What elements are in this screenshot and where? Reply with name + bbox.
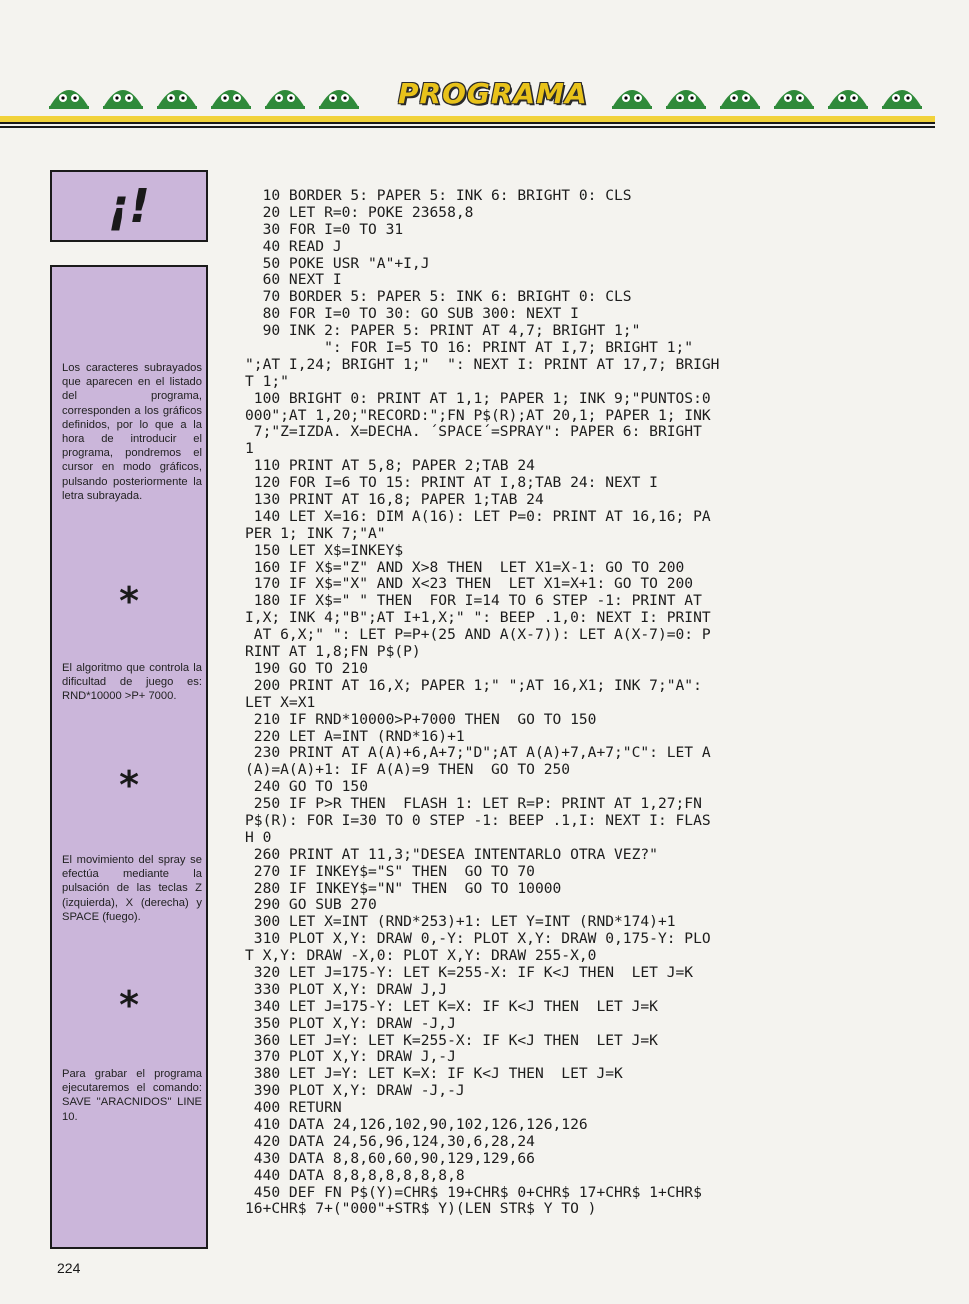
code-line: 10 BORDER 5: PAPER 5: INK 6: BRIGHT 0: CLS bbox=[245, 187, 632, 204]
note-controls: El movimiento del spray se efectúa mediante la pulsación de las teclas Z (izquierda), X (derecha) y SPACE (fuego). bbox=[62, 854, 202, 923]
code-line: 220 LET A=INT (RND*16)+1 bbox=[245, 727, 465, 745]
code-line: 190 GO TO 210 bbox=[245, 659, 369, 677]
spider-icon bbox=[878, 76, 926, 112]
code-line: 40 READ J bbox=[245, 237, 342, 255]
code-line: 7;"Z=IZDA. X=DECHA. ´SPACE´=SPRAY": PAPER 6: BRIGHT bbox=[245, 423, 702, 441]
spider-icon bbox=[608, 76, 656, 112]
code-line: 80 FOR I=0 TO 30: GO SUB 300: NEXT I bbox=[245, 305, 579, 323]
asterisk-separator: * bbox=[119, 983, 139, 1027]
code-line: 16+CHR$ 7+("000"+STR$ Y)(LEN STR$ Y TO ) bbox=[245, 1200, 597, 1218]
code-line: 330 PLOT X,Y: DRAW J,J bbox=[245, 980, 448, 998]
code-line: 350 PLOT X,Y: DRAW -J,J bbox=[245, 1014, 456, 1032]
code-line: PER 1; INK 7;"A" bbox=[245, 524, 386, 542]
header-rule bbox=[0, 126, 935, 128]
code-line: 360 LET J=Y: LET K=255-X: IF K<J THEN LET J=K bbox=[245, 1031, 658, 1049]
header-rule bbox=[0, 122, 935, 124]
code-line: 450 DEF FN P$(Y)=CHR$ 19+CHR$ 0+CHR$ 17+CHR$ 1+CHR$ bbox=[245, 1183, 702, 1201]
code-line: 120 FOR I=6 TO 15: PRINT AT I,8;TAB 24: NEXT I bbox=[245, 474, 658, 492]
code-line: 310 PLOT X,Y: DRAW 0,-Y: PLOT X,Y: DRAW 0,175-Y: PLO bbox=[245, 930, 711, 948]
code-line: 290 GO SUB 270 bbox=[245, 896, 377, 914]
code-line: 390 PLOT X,Y: DRAW -J,-J bbox=[245, 1082, 465, 1100]
code-line: 300 LET X=INT (RND*253)+1: LET Y=INT (RND*174)+1 bbox=[245, 913, 676, 931]
code-line: 000";AT 1,20;"RECORD:";FN P$(R);AT 20,1; PAPER 1; INK bbox=[245, 406, 711, 424]
code-line: T X,Y: DRAW -X,0: PLOT X,Y: DRAW 255-X,0 bbox=[245, 947, 597, 965]
code-line: 210 IF RND*10000>P+7000 THEN GO TO 150 bbox=[245, 710, 597, 728]
code-line: 270 IF INKEY$="S" THEN GO TO 70 bbox=[245, 862, 535, 880]
code-line: RINT AT 1,8;FN P$(P) bbox=[245, 643, 421, 661]
code-line: LET X=X1 bbox=[245, 693, 316, 711]
header-decoration-right bbox=[608, 76, 926, 112]
spider-icon bbox=[99, 76, 147, 112]
asterisk-separator: * bbox=[119, 579, 139, 623]
code-line: 200 PRINT AT 16,X; PAPER 1;" ";AT 16,X1; INK 7;"A": bbox=[245, 676, 702, 694]
code-line: 430 DATA 8,8,60,60,90,129,129,66 bbox=[245, 1149, 535, 1167]
page-number: 224 bbox=[57, 1260, 81, 1276]
code-line: 340 LET J=175-Y: LET K=X: IF K<J THEN LET J=K bbox=[245, 997, 658, 1015]
code-line: 440 DATA 8,8,8,8,8,8,8,8 bbox=[245, 1166, 465, 1184]
code-line: 60 NEXT I bbox=[245, 271, 342, 289]
note-save: Para grabar el programa ejecutaremos el comando: SAVE ''ARACNIDOS'' LINE 10. bbox=[62, 1068, 202, 1123]
code-line: H 0 bbox=[245, 828, 272, 846]
code-line: AT 6,X;" ": LET P=P+(25 AND A(X-7)): LET A(X-7)=0: P bbox=[245, 626, 711, 644]
code-line: 240 GO TO 150 bbox=[245, 778, 369, 796]
code-line: 160 IF X$="Z" AND X>8 THEN LET X1=X-1: GO TO 200 bbox=[245, 558, 685, 576]
note-graphics: Los caracteres subrayados que aparecen en el listado del programa, corresponden a los gráficos definidos, por lo que a la hora de introducir el programa, pondremos el cursor en modo gráficos, pulsando posteriormente la letra subrayada. bbox=[62, 362, 202, 502]
code-line: I,X; INK 4;"B";AT I+1,X;" ": BEEP .1,0: NEXT I: PRINT bbox=[245, 609, 711, 627]
code-line: T 1;" bbox=[245, 372, 289, 390]
code-line: 110 PRINT AT 5,8; PAPER 2;TAB 24 bbox=[245, 457, 535, 475]
program-listing bbox=[245, 188, 805, 1218]
spider-icon bbox=[207, 76, 255, 112]
spider-icon bbox=[716, 76, 764, 112]
code-line: (A)=A(A)+1: IF A(A)=9 THEN GO TO 250 bbox=[245, 761, 571, 779]
sidebar-badge: ¡! bbox=[50, 170, 208, 242]
sidebar-notes bbox=[50, 265, 208, 1249]
code-line: 140 LET X=16: DIM A(16): LET P=0: PRINT AT 16,16; PA bbox=[245, 507, 711, 525]
code-line: 280 IF INKEY$="N" THEN GO TO 10000 bbox=[245, 879, 562, 897]
code-line: 380 LET J=Y: LET K=X: IF K<J THEN LET J=K bbox=[245, 1065, 623, 1083]
spider-icon bbox=[261, 76, 309, 112]
spider-icon bbox=[45, 76, 93, 112]
spider-icon bbox=[153, 76, 201, 112]
code-line: 1 bbox=[245, 440, 254, 458]
spider-icon bbox=[824, 76, 872, 112]
code-line: 180 IF X$=" " THEN FOR I=14 TO 6 STEP -1: PRINT AT bbox=[245, 592, 702, 610]
code-line: 260 PRINT AT 11,3;"DESEA INTENTARLO OTRA VEZ?" bbox=[245, 845, 658, 863]
spider-icon bbox=[315, 76, 363, 112]
code-line: 130 PRINT AT 16,8; PAPER 1;TAB 24 bbox=[245, 491, 544, 509]
code-line: 100 BRIGHT 0: PRINT AT 1,1; PAPER 1; INK 9;"PUNTOS:0 bbox=[245, 389, 711, 407]
code-line: ";AT I,24; BRIGHT 1;" ": NEXT I: PRINT AT 17,7; BRIGH bbox=[245, 355, 720, 373]
code-line: 50 POKE USR "A"+I,J bbox=[245, 254, 430, 272]
spider-icon bbox=[770, 76, 818, 112]
code-line: P$(R): FOR I=30 TO 0 STEP -1: BEEP .1,I: NEXT I: FLAS bbox=[245, 811, 711, 829]
code-line: 420 DATA 24,56,96,124,30,6,28,24 bbox=[245, 1132, 535, 1150]
code-line: 90 INK 2: PAPER 5: PRINT AT 4,7; BRIGHT 1;" bbox=[245, 322, 641, 340]
code-line: 230 PRINT AT A(A)+6,A+7;"D";AT A(A)+7,A+7;"C": LET A bbox=[245, 744, 711, 762]
code-line: ": FOR I=5 TO 16: PRINT AT I,7; BRIGHT 1;" bbox=[245, 339, 694, 357]
code-line: 250 IF P>R THEN FLASH 1: LET R=P: PRINT AT 1,27;FN bbox=[245, 795, 702, 813]
code-line: 400 RETURN bbox=[245, 1099, 342, 1117]
header-decoration-left bbox=[45, 76, 363, 112]
code-line: 410 DATA 24,126,102,90,102,126,126,126 bbox=[245, 1115, 588, 1133]
code-line: 20 LET R=0: POKE 23658,8 bbox=[245, 203, 474, 221]
code-line: 170 IF X$="X" AND X<23 THEN LET X1=X+1: GO TO 200 bbox=[245, 575, 694, 593]
code-line: 320 LET J=175-Y: LET K=255-X: IF K<J THEN LET J=K bbox=[245, 963, 694, 981]
spider-icon bbox=[662, 76, 710, 112]
asterisk-separator: * bbox=[119, 763, 139, 807]
code-line: 150 LET X$=INKEY$ bbox=[245, 541, 404, 559]
code-line: 370 PLOT X,Y: DRAW J,-J bbox=[245, 1048, 456, 1066]
section-title: PROGRAMA bbox=[398, 77, 588, 110]
code-line: 70 BORDER 5: PAPER 5: INK 6: BRIGHT 0: CLS bbox=[245, 288, 632, 306]
code-line: 30 FOR I=0 TO 31 bbox=[245, 220, 404, 238]
note-difficulty: El algoritmo que controla la dificultad de juego es: RND*10000 >P+ 7000. bbox=[62, 662, 202, 703]
